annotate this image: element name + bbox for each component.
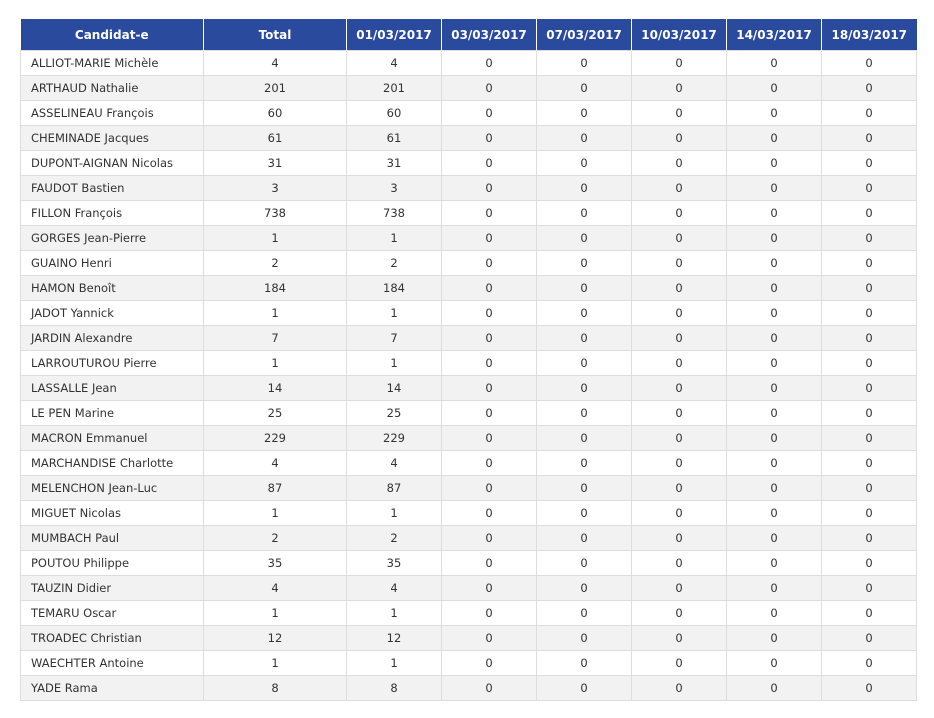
date-count-cell: 0: [632, 226, 727, 251]
date-count-cell: 229: [347, 426, 442, 451]
table-row: [21, 251, 917, 276]
date-count-cell: 0: [727, 326, 822, 351]
date-count-cell: 3: [347, 176, 442, 201]
date-count-cell: 0: [822, 401, 917, 426]
total-cell: 4: [204, 576, 347, 601]
date-count-cell: 0: [727, 401, 822, 426]
date-count-cell: 60: [347, 101, 442, 126]
date-count-cell: 0: [537, 501, 632, 526]
total-cell: 7: [204, 326, 347, 351]
date-count-cell: 8: [347, 676, 442, 701]
date-count-cell: 0: [537, 276, 632, 301]
date-count-cell: 0: [727, 201, 822, 226]
date-count-cell: 0: [537, 451, 632, 476]
date-count-cell: 0: [537, 126, 632, 151]
candidate-name-cell: FAUDOT Bastien: [21, 176, 204, 201]
table-row: [21, 151, 917, 176]
date-count-cell: 0: [727, 351, 822, 376]
candidate-name-cell: MELENCHON Jean-Luc: [21, 476, 204, 501]
date-count-cell: 0: [727, 101, 822, 126]
date-count-cell: 0: [537, 226, 632, 251]
date-count-cell: 0: [537, 51, 632, 76]
table-row: [21, 526, 917, 551]
candidate-name-cell: ARTHAUD Nathalie: [21, 76, 204, 101]
date-count-cell: 87: [347, 476, 442, 501]
date-count-cell: 0: [822, 376, 917, 401]
table-row: [21, 101, 917, 126]
date-count-cell: 0: [822, 676, 917, 701]
total-cell: 738: [204, 201, 347, 226]
date-count-cell: 0: [537, 651, 632, 676]
total-cell: 4: [204, 451, 347, 476]
date-count-cell: 0: [727, 251, 822, 276]
date-count-cell: 0: [442, 501, 537, 526]
date-count-cell: 0: [822, 526, 917, 551]
date-count-cell: 0: [537, 676, 632, 701]
date-count-cell: 0: [632, 276, 727, 301]
date-count-cell: 0: [727, 651, 822, 676]
table-row: [21, 201, 917, 226]
date-count-cell: 0: [727, 501, 822, 526]
table-row: [21, 51, 917, 76]
date-count-cell: 4: [347, 451, 442, 476]
date-count-cell: 0: [727, 476, 822, 501]
date-count-cell: 0: [727, 276, 822, 301]
date-count-cell: 0: [727, 76, 822, 101]
total-cell: 1: [204, 651, 347, 676]
date-count-cell: 0: [442, 176, 537, 201]
date-count-cell: 738: [347, 201, 442, 226]
date-count-cell: 0: [632, 351, 727, 376]
date-count-cell: 0: [442, 376, 537, 401]
date-count-cell: 1: [347, 226, 442, 251]
date-count-cell: 0: [822, 451, 917, 476]
table-row: [21, 326, 917, 351]
date-count-cell: 0: [822, 576, 917, 601]
date-count-cell: 0: [537, 101, 632, 126]
date-count-cell: 0: [822, 201, 917, 226]
date-count-cell: 4: [347, 576, 442, 601]
total-cell: 61: [204, 126, 347, 151]
table-row: [21, 376, 917, 401]
candidate-name-cell: MUMBACH Paul: [21, 526, 204, 551]
candidate-name-cell: LE PEN Marine: [21, 401, 204, 426]
total-cell: 184: [204, 276, 347, 301]
table-header: [21, 19, 917, 51]
candidate-name-cell: MARCHANDISE Charlotte: [21, 451, 204, 476]
date-count-cell: 0: [632, 301, 727, 326]
candidate-name-cell: ASSELINEAU François: [21, 101, 204, 126]
date-count-cell: 0: [822, 176, 917, 201]
table-row: [21, 76, 917, 101]
column-header-candidate: Candidat-e: [21, 19, 204, 51]
date-count-cell: 0: [442, 301, 537, 326]
date-count-cell: 0: [632, 101, 727, 126]
total-cell: 35: [204, 551, 347, 576]
date-count-cell: 0: [632, 576, 727, 601]
date-count-cell: 31: [347, 151, 442, 176]
date-count-cell: 0: [442, 676, 537, 701]
date-count-cell: 0: [822, 101, 917, 126]
total-cell: 2: [204, 526, 347, 551]
date-count-cell: 0: [727, 576, 822, 601]
date-count-cell: 0: [442, 251, 537, 276]
date-count-cell: 0: [632, 551, 727, 576]
total-cell: 25: [204, 401, 347, 426]
date-count-cell: 2: [347, 251, 442, 276]
date-count-cell: 0: [537, 601, 632, 626]
date-count-cell: 0: [822, 126, 917, 151]
candidate-name-cell: LARROUTUROU Pierre: [21, 351, 204, 376]
date-count-cell: 0: [442, 451, 537, 476]
date-count-cell: 0: [727, 426, 822, 451]
date-count-cell: 184: [347, 276, 442, 301]
table-row: [21, 126, 917, 151]
table-row: [21, 176, 917, 201]
date-count-cell: 0: [442, 576, 537, 601]
total-cell: 4: [204, 51, 347, 76]
date-count-cell: 0: [822, 51, 917, 76]
table-row: [21, 276, 917, 301]
date-count-cell: 0: [537, 151, 632, 176]
column-header-total: Total: [204, 19, 347, 51]
candidate-name-cell: TROADEC Christian: [21, 626, 204, 651]
date-count-cell: 0: [632, 376, 727, 401]
date-count-cell: 0: [822, 551, 917, 576]
total-cell: 3: [204, 176, 347, 201]
total-cell: 31: [204, 151, 347, 176]
total-cell: 201: [204, 76, 347, 101]
table-row: [21, 551, 917, 576]
date-count-cell: 0: [442, 526, 537, 551]
table-row: [21, 476, 917, 501]
date-count-cell: 201: [347, 76, 442, 101]
date-count-cell: 0: [632, 426, 727, 451]
date-count-cell: 0: [442, 201, 537, 226]
candidate-name-cell: POUTOU Philippe: [21, 551, 204, 576]
candidate-name-cell: CHEMINADE Jacques: [21, 126, 204, 151]
date-count-cell: 0: [822, 301, 917, 326]
date-count-cell: 0: [632, 401, 727, 426]
date-count-cell: 0: [727, 626, 822, 651]
date-count-cell: 0: [537, 326, 632, 351]
date-count-cell: 0: [727, 51, 822, 76]
date-count-cell: 0: [537, 201, 632, 226]
candidate-name-cell: JADOT Yannick: [21, 301, 204, 326]
date-count-cell: 0: [537, 401, 632, 426]
date-count-cell: 0: [442, 651, 537, 676]
date-count-cell: 0: [537, 551, 632, 576]
date-count-cell: 0: [822, 351, 917, 376]
candidate-name-cell: FILLON François: [21, 201, 204, 226]
date-count-cell: 0: [822, 151, 917, 176]
date-count-cell: 0: [537, 426, 632, 451]
date-count-cell: 2: [347, 526, 442, 551]
table-header-row: [21, 19, 917, 51]
table-row: [21, 426, 917, 451]
total-cell: 1: [204, 301, 347, 326]
date-count-cell: 0: [632, 51, 727, 76]
date-count-cell: 14: [347, 376, 442, 401]
date-count-cell: 12: [347, 626, 442, 651]
date-count-cell: 1: [347, 651, 442, 676]
date-count-cell: 0: [537, 626, 632, 651]
total-cell: 87: [204, 476, 347, 501]
date-count-cell: 0: [537, 176, 632, 201]
date-count-cell: 0: [442, 626, 537, 651]
date-count-cell: 0: [727, 151, 822, 176]
table-row: [21, 651, 917, 676]
date-count-cell: 0: [727, 451, 822, 476]
candidate-name-cell: JARDIN Alexandre: [21, 326, 204, 351]
date-count-cell: 0: [442, 226, 537, 251]
date-count-cell: 0: [442, 76, 537, 101]
date-count-cell: 0: [727, 526, 822, 551]
date-count-cell: 0: [442, 351, 537, 376]
date-count-cell: 0: [442, 551, 537, 576]
column-header-date: 07/03/2017: [537, 19, 632, 51]
date-count-cell: 0: [822, 276, 917, 301]
date-count-cell: 0: [537, 376, 632, 401]
date-count-cell: 0: [727, 601, 822, 626]
date-count-cell: 4: [347, 51, 442, 76]
date-count-cell: 0: [632, 201, 727, 226]
date-count-cell: 0: [727, 676, 822, 701]
total-cell: 1: [204, 601, 347, 626]
date-count-cell: 0: [442, 276, 537, 301]
date-count-cell: 61: [347, 126, 442, 151]
column-header-date: 18/03/2017: [822, 19, 917, 51]
date-count-cell: 0: [632, 601, 727, 626]
date-count-cell: 0: [822, 426, 917, 451]
date-count-cell: 0: [822, 76, 917, 101]
column-header-date: 01/03/2017: [347, 19, 442, 51]
table-row: [21, 601, 917, 626]
date-count-cell: 0: [537, 251, 632, 276]
total-cell: 229: [204, 426, 347, 451]
total-cell: 8: [204, 676, 347, 701]
total-cell: 2: [204, 251, 347, 276]
date-count-cell: 0: [822, 501, 917, 526]
date-count-cell: 0: [442, 151, 537, 176]
candidate-name-cell: GORGES Jean-Pierre: [21, 226, 204, 251]
date-count-cell: 0: [632, 626, 727, 651]
total-cell: 60: [204, 101, 347, 126]
column-header-date: 10/03/2017: [632, 19, 727, 51]
date-count-cell: 0: [537, 351, 632, 376]
date-count-cell: 0: [537, 76, 632, 101]
date-count-cell: 0: [442, 476, 537, 501]
table-row: [21, 301, 917, 326]
candidate-name-cell: GUAINO Henri: [21, 251, 204, 276]
candidate-name-cell: TAUZIN Didier: [21, 576, 204, 601]
date-count-cell: 0: [727, 126, 822, 151]
total-cell: 14: [204, 376, 347, 401]
candidate-name-cell: WAECHTER Antoine: [21, 651, 204, 676]
date-count-cell: 0: [537, 476, 632, 501]
table-row: [21, 451, 917, 476]
total-cell: 1: [204, 351, 347, 376]
date-count-cell: 0: [727, 226, 822, 251]
date-count-cell: 1: [347, 301, 442, 326]
candidate-name-cell: DUPONT-AIGNAN Nicolas: [21, 151, 204, 176]
table-row: [21, 351, 917, 376]
date-count-cell: 7: [347, 326, 442, 351]
candidate-name-cell: MIGUET Nicolas: [21, 501, 204, 526]
column-header-date: 14/03/2017: [727, 19, 822, 51]
date-count-cell: 0: [442, 326, 537, 351]
date-count-cell: 0: [632, 676, 727, 701]
date-count-cell: 0: [727, 301, 822, 326]
date-count-cell: 25: [347, 401, 442, 426]
date-count-cell: 0: [442, 426, 537, 451]
date-count-cell: 0: [632, 501, 727, 526]
date-count-cell: 0: [632, 326, 727, 351]
date-count-cell: 0: [822, 251, 917, 276]
date-count-cell: 0: [442, 126, 537, 151]
date-count-cell: 0: [632, 476, 727, 501]
date-count-cell: 35: [347, 551, 442, 576]
table-row: [21, 226, 917, 251]
table-row: [21, 626, 917, 651]
date-count-cell: 1: [347, 351, 442, 376]
date-count-cell: 0: [632, 176, 727, 201]
date-count-cell: 0: [822, 651, 917, 676]
date-count-cell: 0: [727, 376, 822, 401]
date-count-cell: 0: [822, 601, 917, 626]
date-count-cell: 0: [632, 651, 727, 676]
date-count-cell: 0: [442, 601, 537, 626]
total-cell: 1: [204, 226, 347, 251]
table-row: [21, 676, 917, 701]
table-row: [21, 576, 917, 601]
date-count-cell: 0: [822, 326, 917, 351]
date-count-cell: 0: [632, 76, 727, 101]
candidate-name-cell: TEMARU Oscar: [21, 601, 204, 626]
date-count-cell: 0: [822, 226, 917, 251]
date-count-cell: 0: [822, 626, 917, 651]
date-count-cell: 0: [442, 101, 537, 126]
date-count-cell: 0: [632, 251, 727, 276]
candidate-name-cell: HAMON Benoît: [21, 276, 204, 301]
date-count-cell: 1: [347, 501, 442, 526]
date-count-cell: 0: [632, 451, 727, 476]
date-count-cell: 0: [537, 576, 632, 601]
sponsorship-table-container: [20, 19, 916, 701]
column-header-date: 03/03/2017: [442, 19, 537, 51]
date-count-cell: 0: [442, 401, 537, 426]
table-body: [21, 51, 917, 701]
date-count-cell: 0: [822, 476, 917, 501]
total-cell: 1: [204, 501, 347, 526]
date-count-cell: 0: [632, 151, 727, 176]
table-row: [21, 501, 917, 526]
total-cell: 12: [204, 626, 347, 651]
sponsorship-table: [20, 19, 917, 701]
date-count-cell: 1: [347, 601, 442, 626]
candidate-name-cell: MACRON Emmanuel: [21, 426, 204, 451]
table-row: [21, 401, 917, 426]
date-count-cell: 0: [632, 126, 727, 151]
candidate-name-cell: YADE Rama: [21, 676, 204, 701]
candidate-name-cell: ALLIOT-MARIE Michèle: [21, 51, 204, 76]
date-count-cell: 0: [727, 176, 822, 201]
date-count-cell: 0: [537, 301, 632, 326]
candidate-name-cell: LASSALLE Jean: [21, 376, 204, 401]
date-count-cell: 0: [537, 526, 632, 551]
date-count-cell: 0: [632, 526, 727, 551]
date-count-cell: 0: [727, 551, 822, 576]
date-count-cell: 0: [442, 51, 537, 76]
